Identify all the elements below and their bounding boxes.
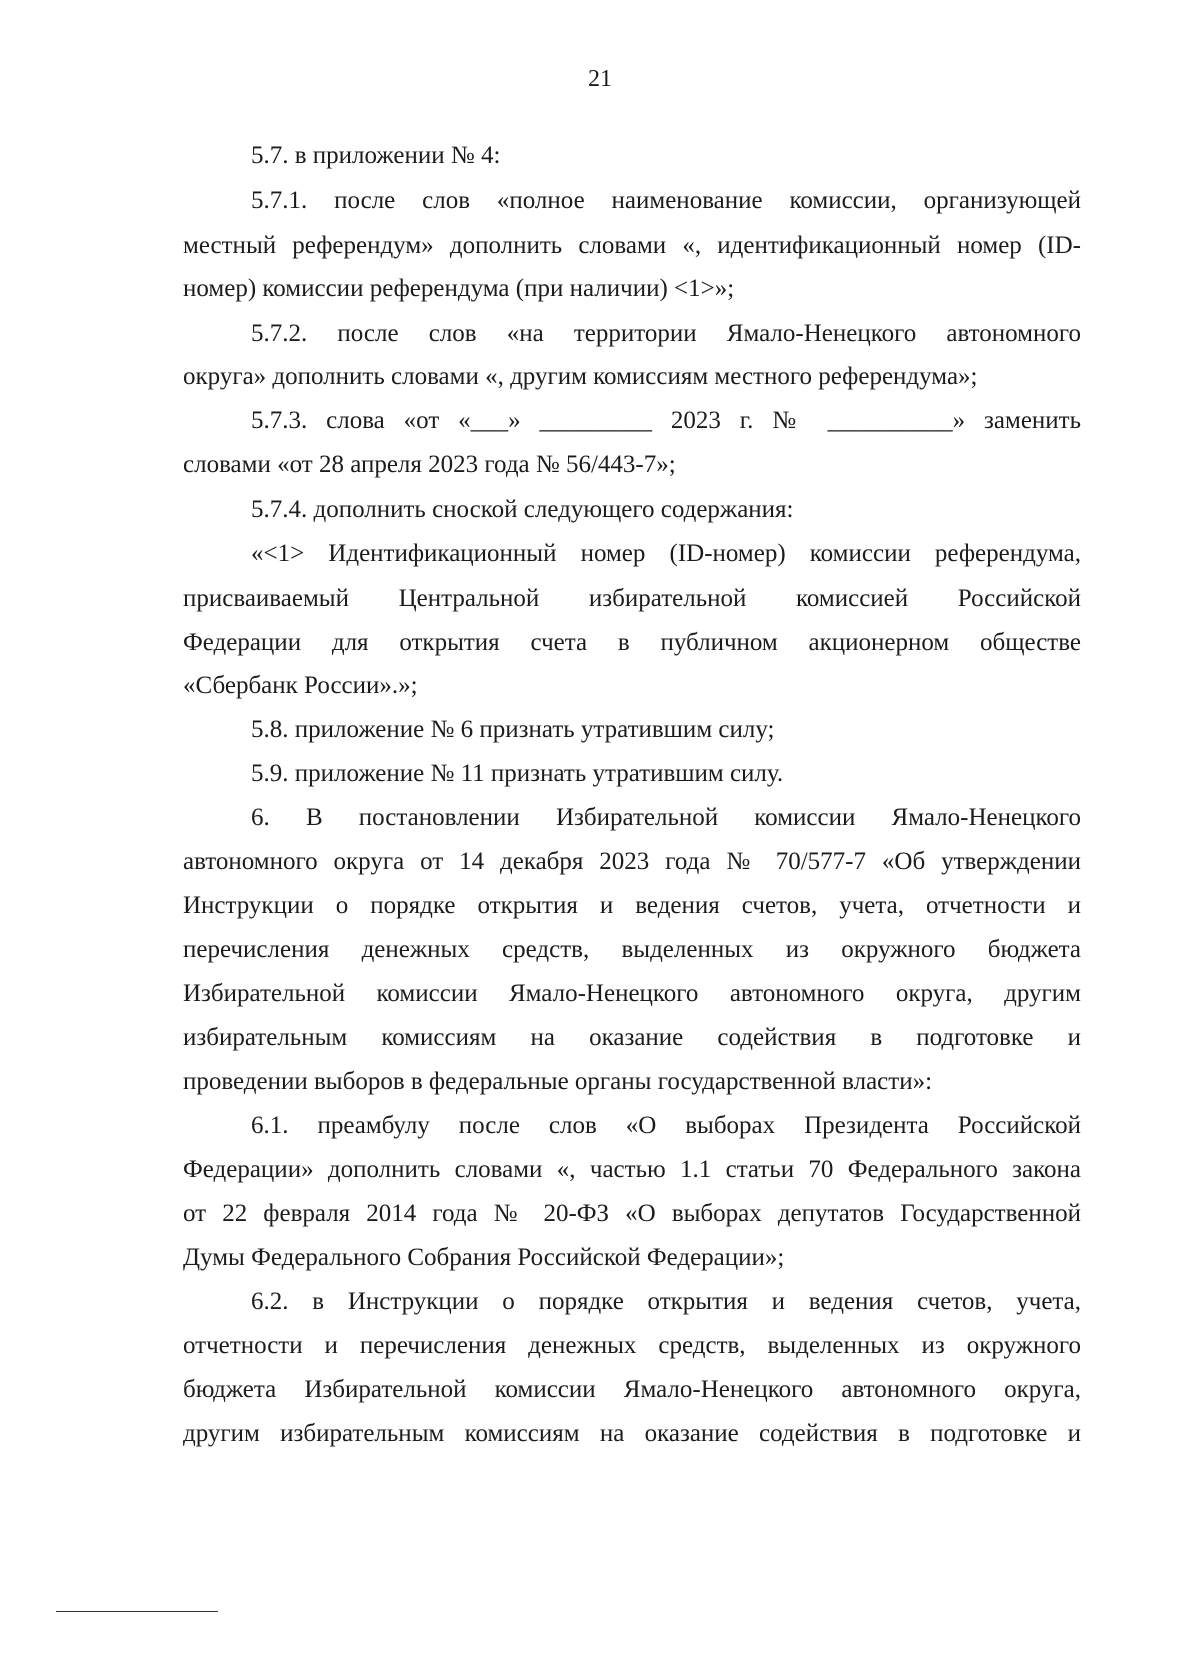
text-line-5-7-1: 5.7.1. после слов «полное наименование комиссии, организующей — [251, 187, 1081, 214]
text-line-5-7-4: 5.7.4. дополнить сноской следующего содержания: — [251, 496, 794, 523]
text-line: избирательным комиссиям на оказание содействия в подготовке и — [183, 1024, 1081, 1051]
text-line: Федерации для открытия счета в публичном акционерном обществе — [183, 629, 1081, 656]
text-line-5-9: 5.9. приложение № 11 признать утратившим силу. — [251, 760, 784, 787]
text-line: Инструкции о порядке открытия и ведения счетов, учета, отчетности и — [183, 892, 1081, 919]
text-line: присваиваемый Центральной избирательной комиссией Российской — [183, 585, 1081, 612]
text-line: автономного округа от 14 декабря 2023 года № 70/577-7 «Об утверждении — [183, 848, 1081, 875]
text-line-5-7-3: 5.7.3. слова «от «___» _________ 2023 г. № __________» заменить — [251, 407, 1081, 434]
text-line: перечисления денежных средств, выделенных из окружного бюджета — [183, 936, 1081, 963]
text-line: бюджета Избирательной комиссии Ямало-Ненецкого автономного округа, — [183, 1376, 1081, 1403]
text-line: Думы Федерального Собрания Российской Федерации»; — [183, 1244, 785, 1271]
text-line: округа» дополнить словами «, другим комиссиям местного референдума»; — [183, 363, 978, 390]
text-line: от 22 февраля 2014 года № 20-ФЗ «О выборах депутатов Государственной — [183, 1200, 1081, 1227]
text-line-5-8: 5.8. приложение № 6 признать утратившим силу; — [251, 716, 775, 743]
text-line: номер) комиссии референдума (при наличии) <1>»; — [183, 275, 735, 302]
text-line-5-7-2: 5.7.2. после слов «на территории Ямало-Ненецкого автономного — [251, 320, 1081, 347]
text-line-6-1: 6.1. преамбулу после слов «О выборах Президента Российской — [251, 1112, 1081, 1139]
text-line: отчетности и перечисления денежных средств, выделенных из окружного — [183, 1332, 1081, 1359]
text-line: Федерации» дополнить словами «, частью 1.1 статьи 70 Федерального закона — [183, 1156, 1081, 1183]
text-line: проведении выборов в федеральные органы государственной власти»: — [183, 1068, 933, 1095]
text-line-6-2: 6.2. в Инструкции о порядке открытия и ведения счетов, учета, — [251, 1288, 1081, 1315]
text-line: «Сбербанк России».»; — [183, 672, 418, 699]
text-line: словами «от 28 апреля 2023 года № 56/443-7»; — [183, 451, 676, 478]
text-line: другим избирательным комиссиям на оказание содействия в подготовке и — [183, 1420, 1081, 1447]
page-number: 21 — [588, 66, 612, 92]
text-line-5-7: 5.7. в приложении № 4: — [251, 142, 501, 169]
text-line: местный референдум» дополнить словами «, идентификационный номер (ID- — [183, 232, 1081, 259]
text-line: Избирательной комиссии Ямало-Ненецкого автономного округа, другим — [183, 980, 1081, 1007]
text-line-footnote: «<1> Идентификационный номер (ID-номер) комиссии референдума, — [251, 540, 1081, 567]
text-line-6: 6. В постановлении Избирательной комиссии Ямало-Ненецкого — [251, 804, 1081, 831]
footnote-separator — [56, 1611, 218, 1612]
